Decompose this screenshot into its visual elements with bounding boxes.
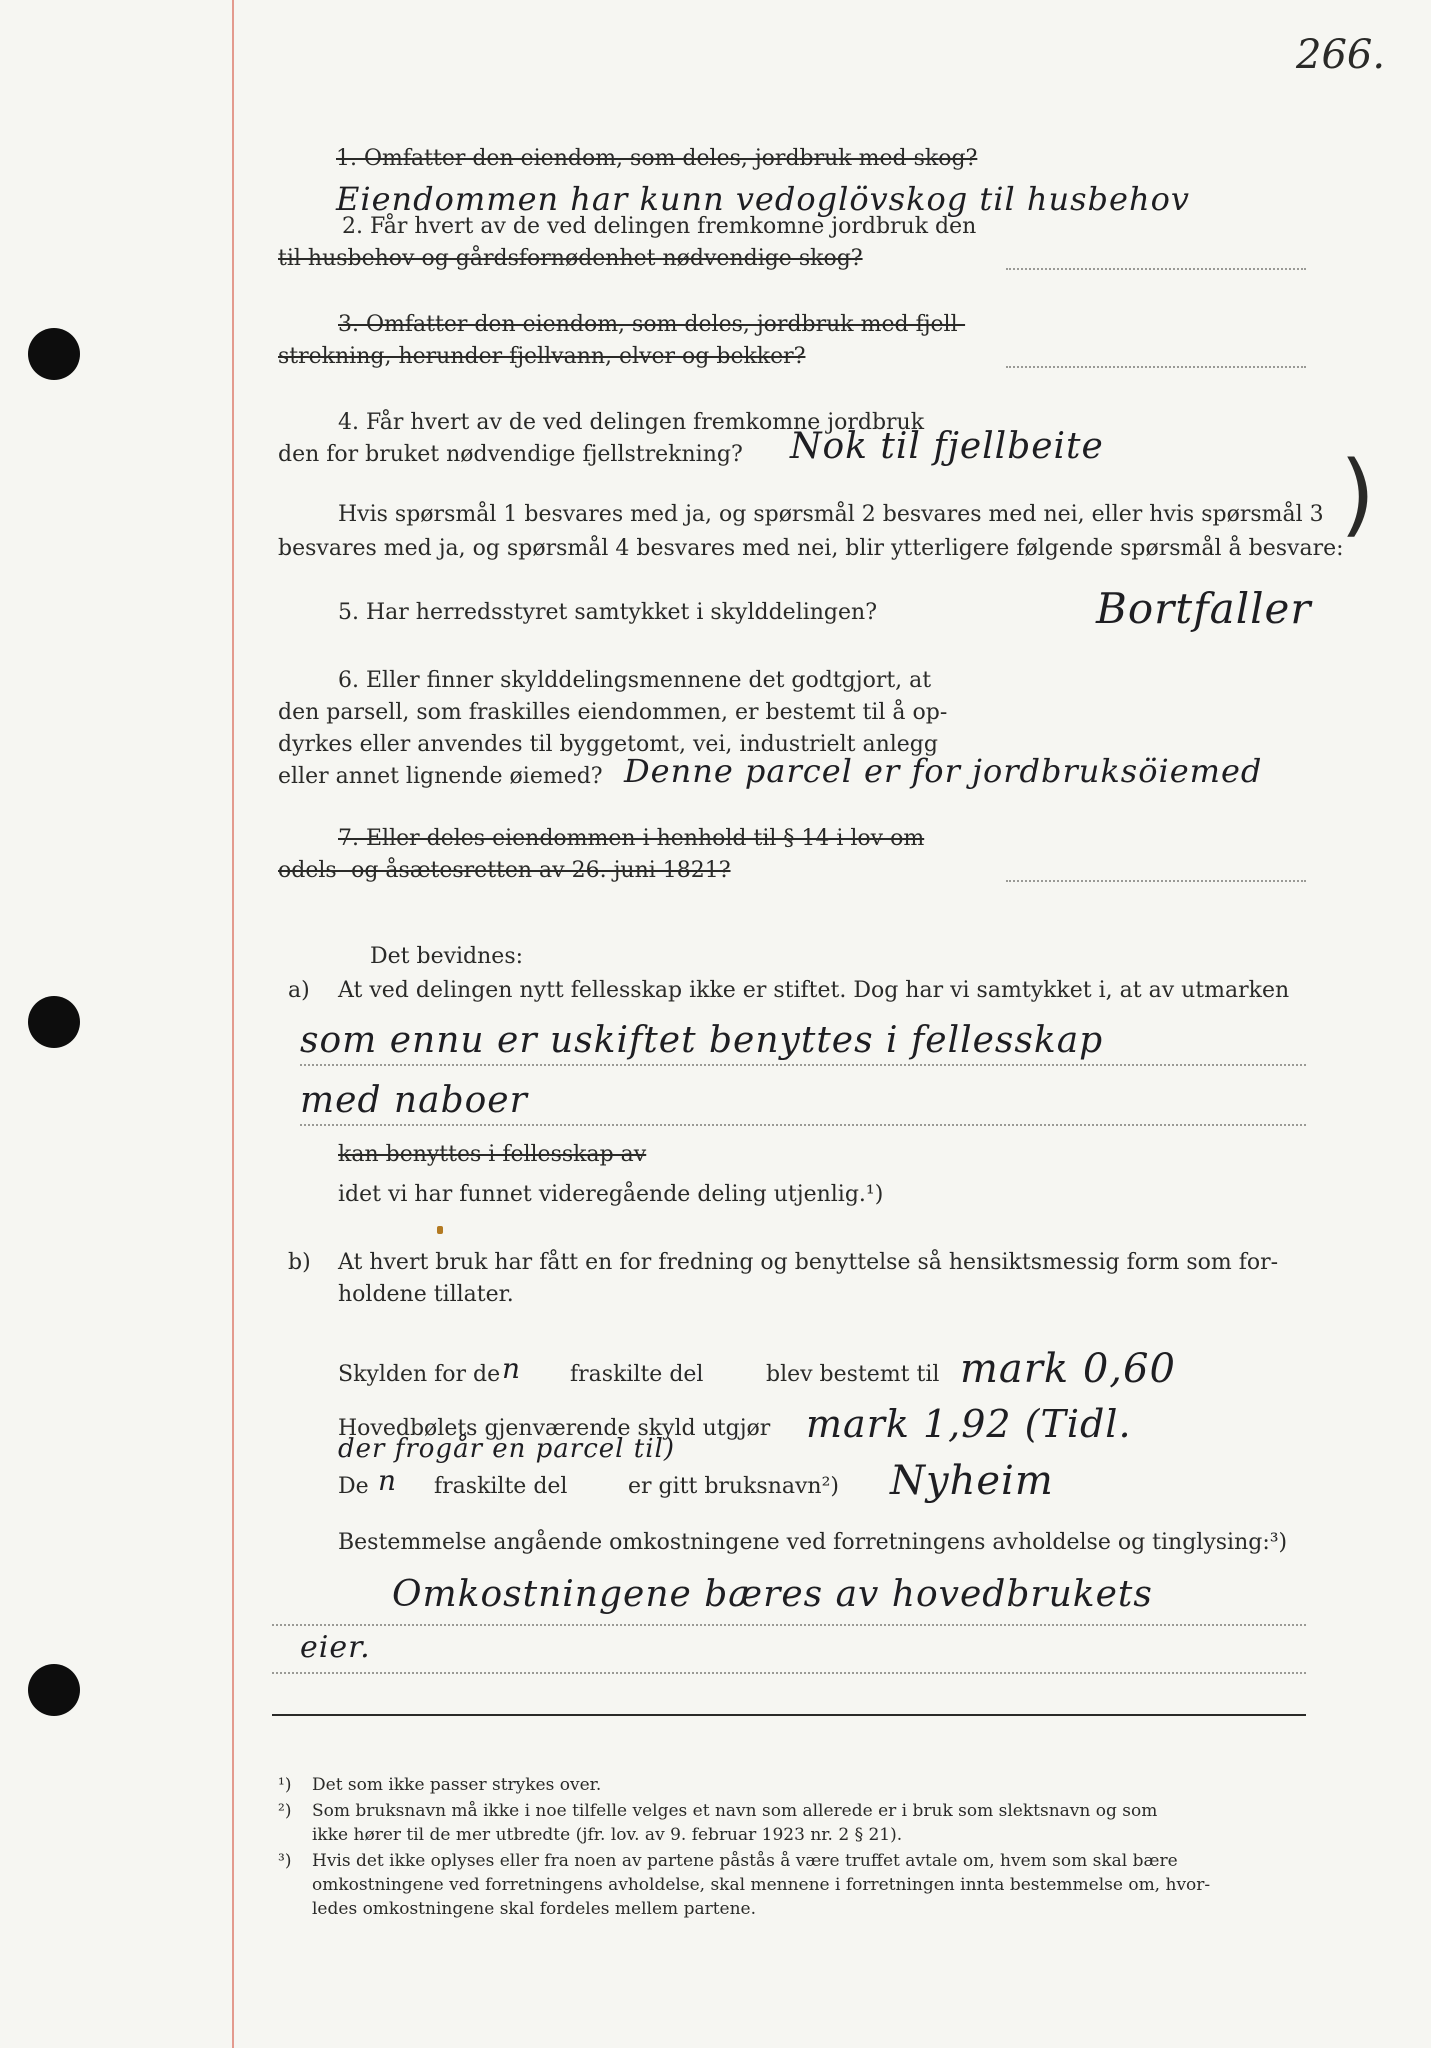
skyld-line-3-c: er gitt bruksnavn²) [628,1474,839,1499]
skyld-line-3-n: n [378,1464,398,1497]
skyld-line-3-b: fraskilte del [434,1474,568,1499]
red-margin-line [232,0,234,2048]
certify-intro: Det bevidnes: [370,944,524,969]
question-2-line-2: til husbehov og gårdsfornødenhet nødvendige skog? [278,246,863,271]
question-5: 5. Har herredsstyret samtykket i skylddelingen? [338,600,877,625]
question-6-line-2: den parsell, som fraskilles eiendommen, er bestemt til å op- [278,700,948,725]
question-4-line-2: den for bruket nødvendige fjellstrekning? [278,442,743,467]
skyld-line-1-b: fraskilte del [570,1362,704,1387]
skyld-line-2: Hovedbølets gjenværende skyld utgjør [338,1416,771,1441]
answer-5-handwritten: Bortfaller [1096,584,1312,633]
brace-mark: ) [1340,442,1376,547]
certify-a-handwritten-2: med naboer [300,1080,528,1121]
punch-hole-icon [28,328,80,380]
skyld-line-1-c: blev bestemt til [766,1362,940,1387]
footnote-1-line-1: Det som ikke passer strykes over. [312,1775,602,1795]
question-7-line-1: 7. Eller deles eiendommen i henhold til § 14 i lov om [338,826,925,851]
page-number: 266. [1296,32,1386,78]
punch-hole-icon [28,996,80,1048]
question-6-line-3: dyrkes eller anvendes til byggetomt, vei, industrielt anlegg [278,732,938,757]
question-4-line-1: 4. Får hvert av de ved delingen fremkomne jordbruk [338,410,925,435]
answer-1-handwritten: Eiendommen har kunn vedoglövskog til husbehov [336,180,1190,218]
footnote-rule [272,1714,1306,1716]
footnote-1-mark: ¹) [278,1775,292,1795]
footnote-3-line-3: ledes omkostningene skal fordeles mellem partene. [312,1899,757,1919]
answer-line [1006,366,1306,368]
question-6-line-4: eller annet lignende øiemed? [278,764,603,789]
footnote-3-mark: ³) [278,1851,292,1871]
fill-line [300,1064,1306,1066]
certify-a-end: idet vi har funnet videregående deling utjenlig.¹) [338,1182,884,1207]
condition-line-1: Hvis spørsmål 1 besvares med ja, og spørsmål 2 besvares med nei, eller hvis spørsmål 3 [338,502,1324,527]
question-2-line-1: 2. Får hvert av de ved delingen fremkomne jordbruk den [342,214,977,239]
question-6-line-1: 6. Eller finner skylddelingsmennene det godtgjort, at [338,668,932,693]
skyld-remaining-note: der frogår en parcel til) [338,1434,675,1464]
bruksnavn-handwritten: Nyheim [890,1458,1054,1504]
certify-a-text: At ved delingen nytt fellesskap ikke er stiftet. Dog har vi samtykket i, at av utmarken [338,978,1290,1003]
skyld-line-1-a: Skylden for de [338,1362,501,1387]
answer-4-handwritten: Nok til fjellbeite [790,426,1104,467]
question-1: 1. Omfatter den eiendom, som deles, jordbruk med skog? [336,146,978,171]
condition-line-2: besvares med ja, og spørsmål 4 besvares med nei, blir ytterligere følgende spørsmål å besvare: [278,536,1344,561]
skyld-line-3-a: De [338,1474,369,1499]
footnote-3-line-2: omkostningene ved forretningens avholdelse, skal mennene i forretningen innta bestemmelse om, hvor- [312,1875,1211,1895]
skyld-value-handwritten: mark 0,60 [960,1346,1176,1392]
skyld-remaining-handwritten: mark 1,92 (Tidl. [806,1402,1132,1446]
footnote-2-line-2: ikke hører til de mer utbredte (jfr. lov. av 9. februar 1923 nr. 2 § 21). [312,1825,903,1845]
fill-line [272,1624,1306,1626]
question-3-line-1: 3. Omfatter den eiendom, som deles, jordbruk med fjell- [338,312,966,337]
certify-b-line-1: At hvert bruk har fått en for fredning og benyttelse så hensiktsmessig form som for- [338,1250,1279,1275]
certify-a-struck: kan benyttes i fellesskap av [338,1142,647,1167]
footnote-2-line-1: Som bruksnavn må ikke i noe tilfelle velges et navn som allerede er i bruk som slektsnavn og som [312,1801,1158,1821]
footnote-3-line-1: Hvis det ikke oplyses eller fra noen av partene påstås å være truffet avtale om, hvem som skal bære [312,1851,1178,1871]
cost-handwritten-2: eier. [300,1630,371,1665]
punch-hole-icon [28,1664,80,1716]
question-3-line-2: strekning, herunder fjellvann, elver og bekker? [278,344,806,369]
skyld-line-1-n: n [502,1352,522,1385]
cost-handwritten-1: Omkostningene bæres av hovedbrukets [392,1574,1153,1615]
certify-b-label: b) [288,1250,311,1275]
cost-label: Bestemmelse angående omkostningene ved forretningens avholdelse og tinglysing:³) [338,1530,1288,1555]
question-7-line-2: odels- og åsætesretten av 26. juni 1821? [278,858,731,883]
pencil-mark [437,1226,443,1234]
answer-line [1006,268,1306,270]
certify-b-line-2: holdene tillater. [338,1282,514,1307]
certify-a-handwritten-1: som ennu er uskiftet benyttes i fellesskap [300,1020,1104,1061]
certify-a-label: a) [288,978,310,1003]
footnote-2-mark: ²) [278,1801,292,1821]
fill-line [272,1672,1306,1674]
answer-line [1006,880,1306,882]
fill-line [300,1124,1306,1126]
answer-6-handwritten: Denne parcel er for jordbruksöiemed [624,752,1263,790]
